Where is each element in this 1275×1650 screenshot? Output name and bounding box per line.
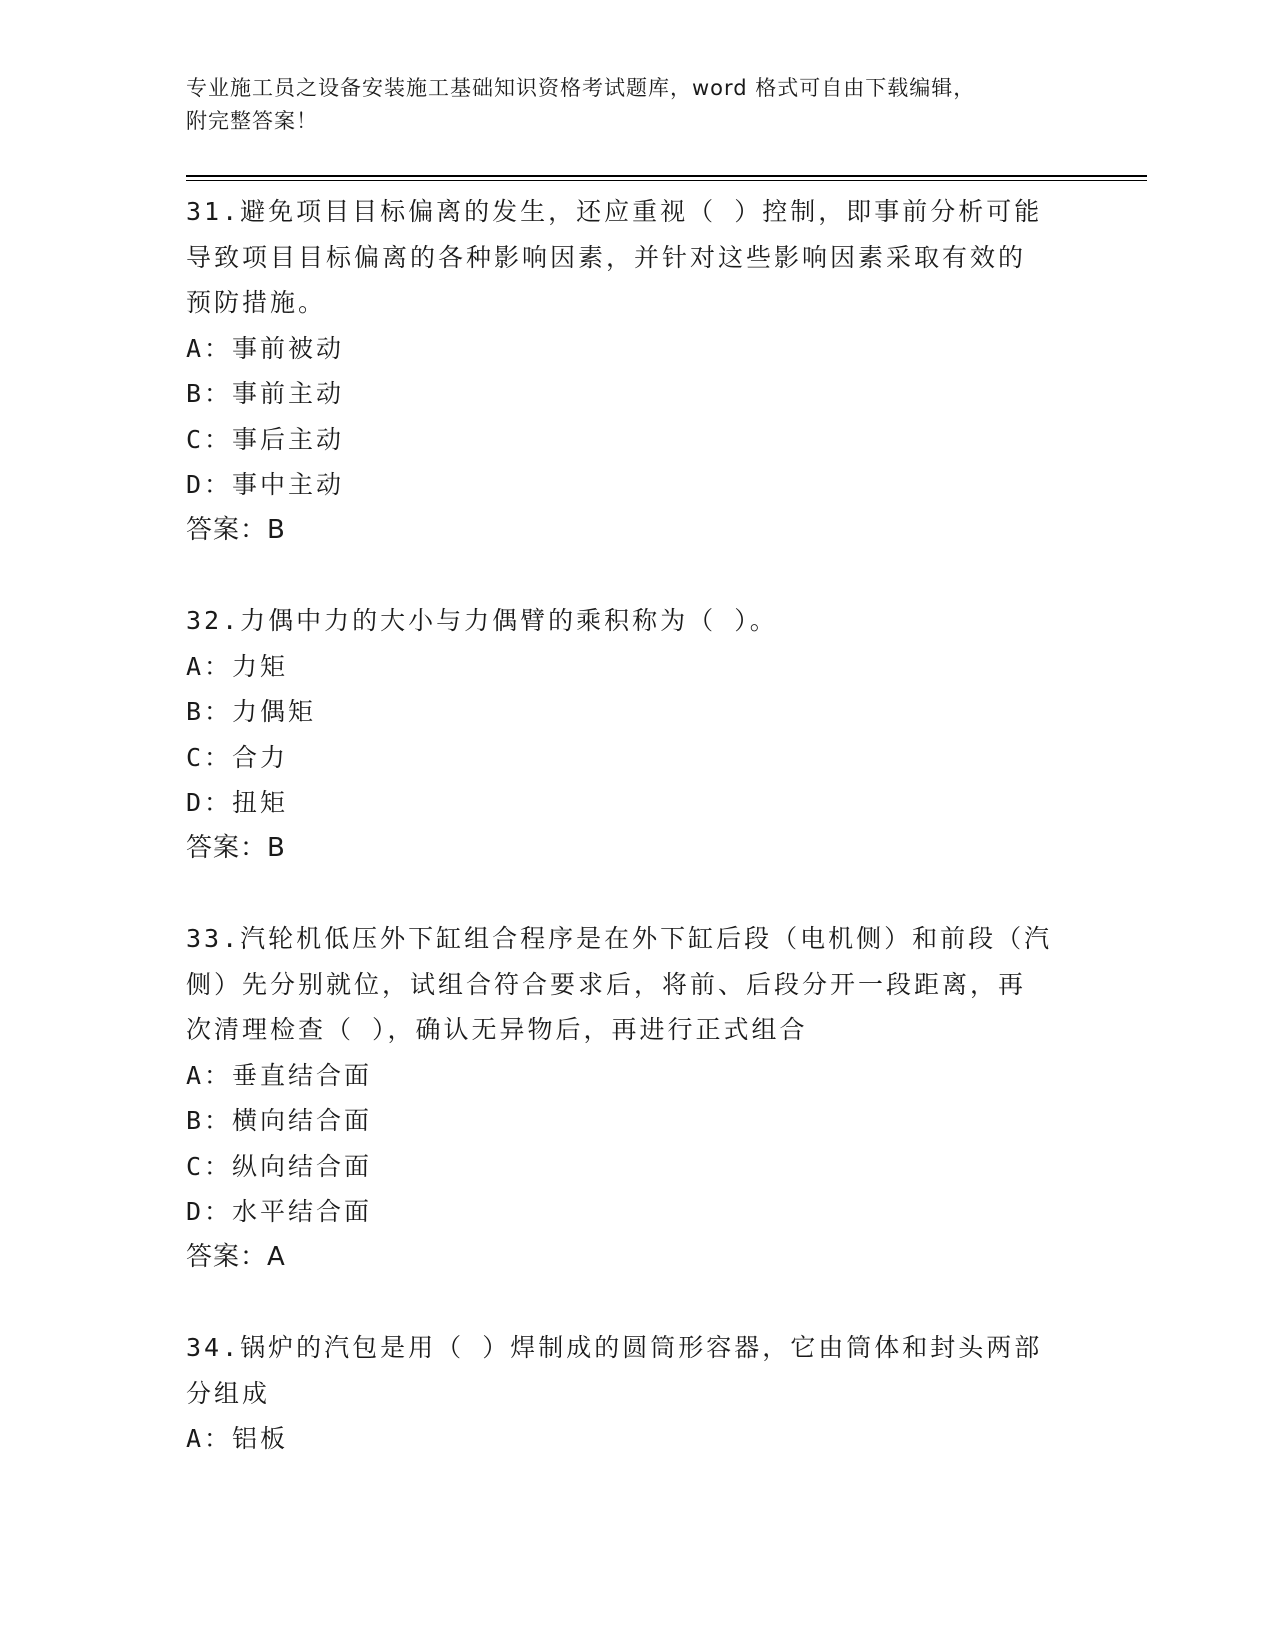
- question-list: [186, 189, 1066, 1462]
- question-block-32: [186, 598, 1066, 871]
- question-block-33: [186, 916, 1066, 1280]
- header-divider-thin: [186, 180, 1147, 181]
- option-c: C：纵向结合面: [186, 1151, 373, 1181]
- option-a: A：事前被动: [186, 333, 345, 363]
- option-c: C：事后主动: [186, 424, 345, 454]
- option-a: A：力矩: [186, 651, 289, 681]
- answer-label: 答案：A: [186, 1241, 286, 1272]
- option-b: B：力偶矩: [186, 697, 317, 726]
- question-text-line: 分组成: [186, 1378, 271, 1408]
- answer-label: 答案：B: [186, 514, 286, 545]
- option-a: A：铝板: [186, 1424, 289, 1453]
- question-text-line: 侧）先分别就位，试组合符合要求后，将前、后段分开一段距离，再: [186, 969, 1027, 999]
- question-block-31: [186, 189, 1066, 553]
- option-d: D：扭矩: [186, 788, 289, 817]
- question-text-line: 次清理检查（ ），确认无异物后，再进行正式组合: [186, 1015, 808, 1044]
- spacer: [186, 553, 1066, 598]
- question-text-line: 33.汽轮机低压外下缸组合程序是在外下缸后段（电机侧）和前段（汽: [186, 924, 1053, 953]
- question-text-line: 32.力偶中力的大小与力偶臂的乘积称为（ ）。: [186, 606, 778, 635]
- question-block-34: [186, 1325, 1066, 1462]
- option-d: D：事中主动: [186, 470, 345, 499]
- option-b: B：横向结合面: [186, 1106, 373, 1135]
- question-text-line: 预防措施。: [186, 288, 327, 317]
- option-a: A：垂直结合面: [186, 1060, 373, 1090]
- question-text-line: 导致项目目标偏离的各种影响因素，并针对这些影响因素采取有效的: [186, 242, 1027, 272]
- header-line-1: 专业施工员之设备安装施工基础知识资格考试题库，word 格式可自由下载编辑，: [186, 76, 976, 100]
- option-d: D：水平结合面: [186, 1197, 373, 1226]
- option-c: C：合力: [186, 742, 289, 772]
- header-line-2: 附完整答案！: [186, 109, 318, 133]
- document-header: [186, 72, 1066, 138]
- question-text-line: 34.锅炉的汽包是用（ ）焊制成的圆筒形容器，它由筒体和封头两部: [186, 1333, 1043, 1362]
- answer-label: 答案：B: [186, 832, 286, 863]
- option-b: B：事前主动: [186, 379, 345, 408]
- spacer: [186, 871, 1066, 916]
- spacer: [186, 1280, 1066, 1325]
- header-divider-thick: [186, 175, 1147, 177]
- question-text-line: 31.避免项目目标偏离的发生，还应重视（ ）控制，即事前分析可能: [186, 197, 1043, 226]
